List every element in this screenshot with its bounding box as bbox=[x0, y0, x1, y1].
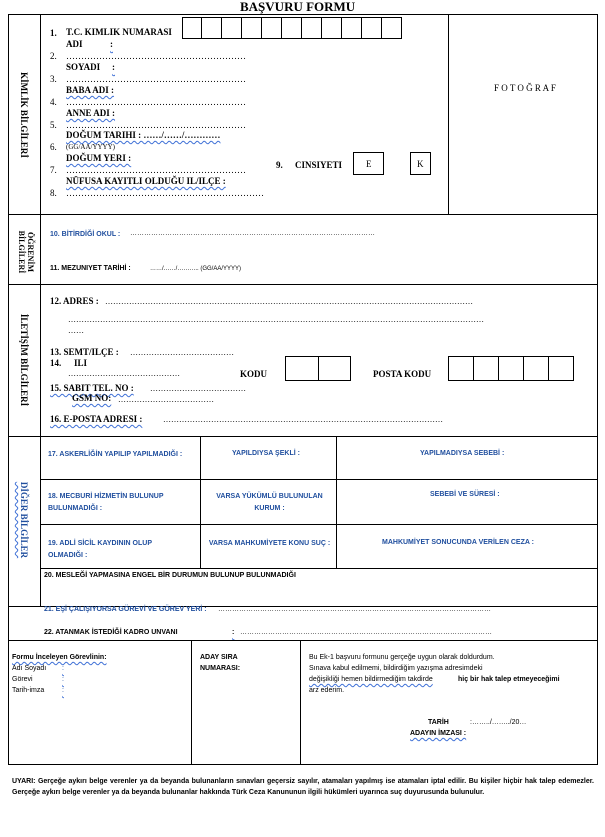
inceleyen-gorevi: Görevi bbox=[12, 676, 33, 683]
sabit-tel-field[interactable]: ……………………………… bbox=[150, 384, 246, 393]
tc-number-boxes[interactable] bbox=[182, 17, 402, 39]
q22-field[interactable]: ……………………………………………………………………………………………… bbox=[240, 629, 492, 636]
q19c-label: MAHKUMİYET SONUCUNDA VERİLEN CEZA : bbox=[382, 539, 534, 546]
num-3: 3. bbox=[50, 74, 57, 84]
inceleyen-tarih-colon: : bbox=[62, 687, 64, 694]
q20-label: 20. MESLEĞİ YAPMASINA ENGEL BİR DURUMUN BULUNUP BULUNMADIĞI bbox=[44, 572, 296, 579]
adi-colon: : bbox=[110, 39, 113, 49]
baba-label: BABA ADI : bbox=[66, 85, 115, 95]
inceleyen-tarih: Tarih-imza bbox=[12, 687, 45, 694]
ili-field[interactable]: …………………………………… bbox=[68, 369, 180, 378]
gender-k-label: K bbox=[417, 159, 424, 169]
decl-line3: değişikliği hemen bildirmediğim takdirde bbox=[309, 676, 433, 683]
num-2: 2. bbox=[50, 51, 57, 61]
num-6: 6. bbox=[50, 142, 57, 152]
gsm-field[interactable]: ……………………………… bbox=[118, 395, 214, 404]
adres-field-2[interactable]: ………………………………………………………………………………………………………………………………………… bbox=[68, 315, 484, 324]
section-ogrenim: ÖĞRENİM BİLGİLERİ bbox=[17, 230, 35, 274]
mezuniyet-field[interactable]: ……/……/……….. (GG/AA/YYYY) bbox=[150, 266, 242, 272]
gender-e-label: E bbox=[366, 159, 372, 169]
soyadi-colon: : bbox=[112, 62, 115, 72]
q21-field[interactable]: ……………………………………………………………………………………………………… bbox=[218, 606, 491, 613]
inceleyen-adi: Adı Soyadı bbox=[12, 665, 47, 672]
adi-label: ADI bbox=[66, 39, 83, 49]
q17-label: 17. ASKERLİĞİN YAPILIP YAPILMADIĞI : bbox=[48, 451, 183, 458]
anne-label: ANNE ADI : bbox=[66, 108, 116, 118]
q18-label: 18. MECBURİ HİZMETİN BULUNUP BULUNMADIĞI : bbox=[48, 493, 164, 512]
num-8: 8. bbox=[50, 188, 57, 198]
uyari-text: UYARI: Gerçeğe aykırı belge verenler ya da beyanda bulunanların sınavları geçersiz sayılır, atamaları yapılmış ise atamaları iptal edilir. Bu kişiler hiçbir hak talep edemezler. Gerçeğe aykırı belge verenler ya da beyanda bulunanlar hakkında Türk Ceza Kanununun ilgili hükümleri uyarınca suç duyurusunda bulunulur. bbox=[12, 778, 594, 796]
num-5: 5. bbox=[50, 120, 57, 130]
inceleyen-heading: Formu İnceleyen Görevlinin: bbox=[12, 654, 107, 661]
q22-label: 22. ATANMAK İSTEDİĞİ KADRO UNVANI bbox=[44, 629, 178, 636]
num-4: 4. bbox=[50, 97, 57, 107]
aday-numarasi-label: NUMARASI: bbox=[200, 665, 241, 672]
q18c-label: SEBEBİ VE SÜRESİ : bbox=[430, 491, 500, 498]
inceleyen-adi-colon: : bbox=[62, 665, 64, 672]
dogum-yeri-field[interactable]: …………………………………………………… bbox=[66, 165, 246, 175]
form-title: BAŞVURU FORMU bbox=[240, 0, 356, 14]
kodu-label: KODU bbox=[240, 369, 267, 379]
decl-line1: Bu Ek-1 başvuru formunu gerçeğe uygun olarak doldurdum. bbox=[309, 654, 495, 661]
cinsiyet-label: CINSIYETI bbox=[295, 160, 343, 170]
section-diger: DİĞER BİLGİLER bbox=[19, 481, 29, 559]
adres-label: 12. ADRES : bbox=[50, 296, 99, 306]
dogum-yeri-label: DOĞUM YERI : bbox=[66, 153, 132, 163]
imza-label: ADAYIN İMZASI : bbox=[410, 730, 467, 737]
date-format: (GG/AA/YYYY) bbox=[66, 143, 115, 151]
semt-label: 13. SEMT/ILÇE : bbox=[50, 347, 119, 357]
dogum-tarihi-label[interactable]: DOĞUM TARIHI : ……/……/………… bbox=[66, 130, 221, 140]
adi-field[interactable]: …………………………………………………… bbox=[66, 51, 246, 61]
num-7: 7. bbox=[50, 165, 57, 175]
ili-label: ILI bbox=[74, 358, 88, 368]
tc-label: T.C. KIMLIK NUMARASI bbox=[66, 27, 172, 37]
section-iletisim: İLETİŞİM BİLGİLERİ bbox=[19, 313, 29, 407]
nufus-field[interactable]: ………………………………………………………… bbox=[66, 188, 264, 198]
decl-line4: arz ederim. bbox=[309, 687, 345, 694]
eposta-field[interactable]: …………………………………………………………………………………………… bbox=[163, 415, 443, 424]
semt-field[interactable]: ………………………………… bbox=[130, 348, 234, 357]
q21-label: 21. EŞİ ÇALIŞIYORSA GÖREVİ VE GÖREV YERİ : bbox=[44, 606, 207, 613]
num-9: 9. bbox=[276, 160, 283, 170]
adres-field-3[interactable]: …… bbox=[68, 326, 84, 335]
q18b-label: VARSA YÜKÜMLÜ BULUNULAN KURUM : bbox=[216, 493, 323, 512]
gsm-label: GSM NO: bbox=[72, 393, 112, 403]
anne-field[interactable]: …………………………………………………… bbox=[66, 120, 246, 130]
adres-field-1[interactable]: ………………………………………………………………………………………………………………………… bbox=[105, 297, 473, 306]
photo-label: F O T O Ğ R A F bbox=[494, 83, 556, 93]
q19-label: 19. ADLİ SİCİL KAYDININ OLUP OLMADIĞI : bbox=[48, 540, 152, 559]
soyadi-label: SOYADI bbox=[66, 62, 101, 72]
tarih-field[interactable]: :……../……../20… bbox=[470, 719, 527, 726]
nufus-label: NÜFUSA KAYITLI OLDUĞU IL/ILÇE : bbox=[66, 176, 226, 186]
decl-line3-bold: hiç bir hak talep etmeyeceğimi bbox=[458, 676, 560, 683]
inceleyen-gorevi-colon: : bbox=[62, 676, 64, 683]
posta-kodu-boxes[interactable] bbox=[448, 356, 574, 381]
okul-field[interactable]: …………………………………………………………………………………………… bbox=[130, 230, 375, 237]
q17c-label: YAPILMADIYSA SEBEBİ : bbox=[420, 450, 505, 457]
section-kimlik: KİMLİK BİLGİLERİ bbox=[19, 72, 29, 158]
num-14: 14. bbox=[50, 358, 62, 368]
mezuniyet-label: 11. MEZUNIYET TARİHİ : bbox=[50, 265, 131, 272]
tarih-label: TARİH bbox=[428, 719, 449, 726]
eposta-label: 16. E-POSTA ADRESI : bbox=[50, 414, 143, 424]
q19b-label: VARSA MAHKUMİYETE KONU SUÇ : bbox=[208, 540, 331, 547]
decl-line2: Sınava kabul edilmemi, bildirdiğim yazışma adresimdeki bbox=[309, 665, 483, 672]
soyadi-field[interactable]: …………………………………………………… bbox=[66, 74, 246, 84]
baba-field[interactable]: …………………………………………………… bbox=[66, 97, 246, 107]
sabit-tel-label: 15. SABIT TEL. NO : bbox=[50, 383, 134, 393]
aday-sira-label: ADAY SIRA bbox=[200, 654, 238, 661]
num-1: 1. bbox=[50, 28, 57, 38]
okul-label: 10. BİTİRDİĞİ OKUL : bbox=[50, 231, 121, 238]
posta-kodu-label: POSTA KODU bbox=[373, 369, 432, 379]
q22-colon: : bbox=[232, 629, 235, 636]
q17b-label: YAPILDIYSA ŞEKLİ : bbox=[232, 450, 300, 457]
